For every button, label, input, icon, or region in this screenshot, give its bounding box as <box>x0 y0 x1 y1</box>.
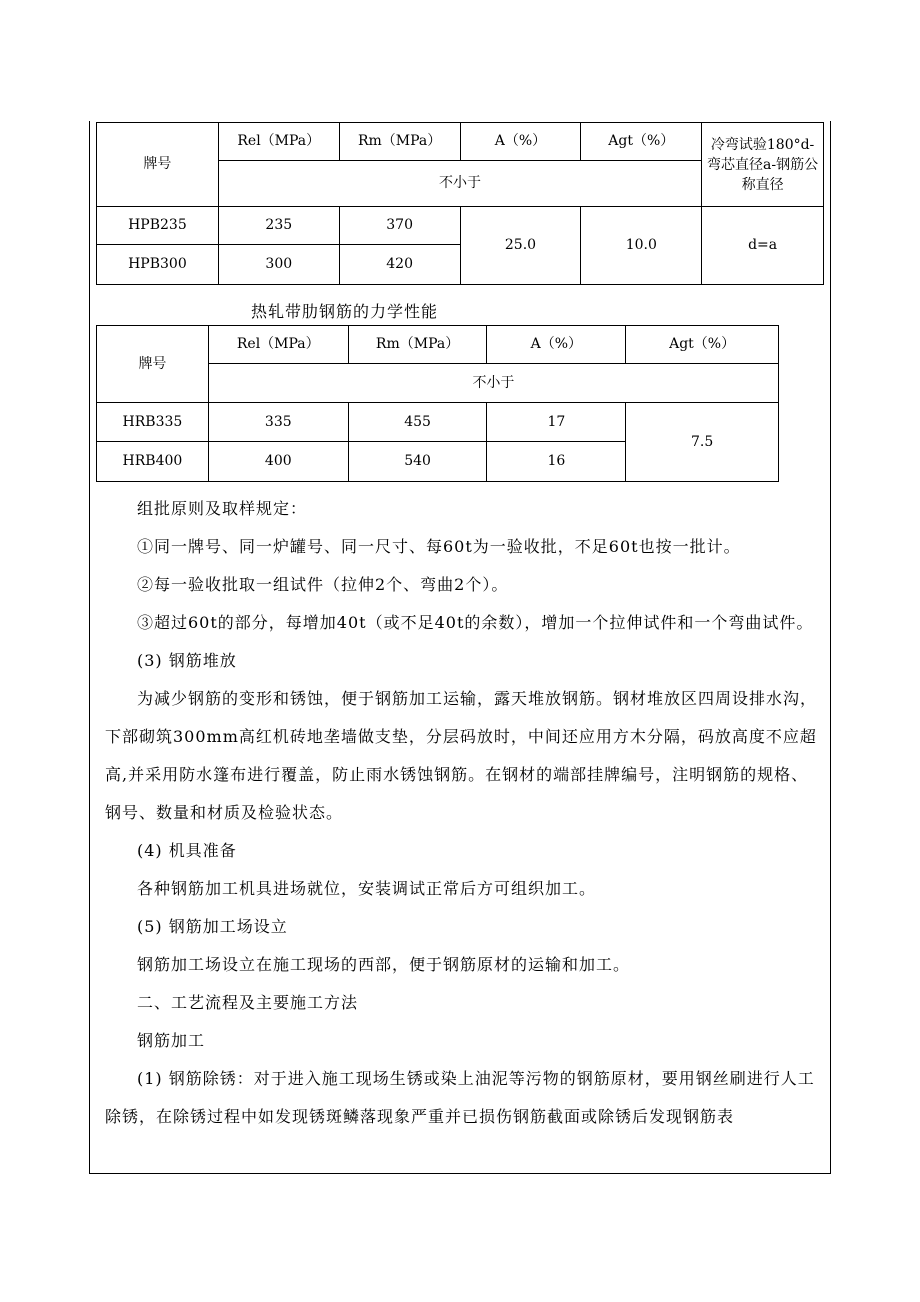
header-bend-test: 冷弯试验180°d-弯芯直径a-钢筋公称直径 <box>702 123 824 207</box>
table-caption: 热轧带肋钢筋的力学性能 <box>250 302 438 321</box>
cell-agt: 10.0 <box>581 207 702 285</box>
paragraph: 钢筋加工 <box>137 1031 206 1050</box>
paragraph: (5) 钢筋加工场设立 <box>137 917 288 936</box>
paragraph: 组批原则及取样规定： <box>137 499 308 518</box>
row-a: 16 <box>487 442 626 482</box>
paragraph: ②每一验收批取一组试件（拉伸2个、弯曲2个）。 <box>137 575 509 594</box>
paragraph: 钢筋加工场设立在施工现场的西部，便于钢筋原材的运输和加工。 <box>137 955 631 974</box>
row-rel: 300 <box>218 245 339 285</box>
row-rm: 370 <box>339 207 460 245</box>
header-not-less-than: 不小于 <box>208 364 778 403</box>
header-a: A（%） <box>460 123 581 161</box>
row-rel: 335 <box>208 403 348 442</box>
paragraph: 各种钢筋加工机具进场就位，安装调试正常后方可组织加工。 <box>137 879 597 898</box>
row-grade: HRB400 <box>97 442 209 482</box>
row-rm: 420 <box>339 245 460 285</box>
paragraph: ③超过60t的部分，每增加40t（或不足40t的余数），增加一个拉伸试件和一个弯曲试件。 <box>137 613 814 632</box>
header-agt: Agt（%） <box>626 326 779 364</box>
row-rm: 540 <box>348 442 487 482</box>
ribbed-bar-properties-table <box>96 325 779 482</box>
row-rel: 235 <box>218 207 339 245</box>
row-rel: 400 <box>208 442 348 482</box>
header-grade: 牌号 <box>97 326 209 403</box>
header-not-less-than: 不小于 <box>218 161 701 207</box>
row-grade: HPB300 <box>97 245 219 285</box>
cell-agt: 7.5 <box>626 403 779 482</box>
row-grade: HRB335 <box>97 403 209 442</box>
header-rel: Rel（MPa） <box>218 123 339 161</box>
paragraph: (1) 钢筋除锈：对于进入施工现场生锈或染上油泥等污物的钢筋原材，要用钢丝刷进行人工除锈，在除锈过程中如发现锈斑鳞落现象严重并已损伤钢筋截面或除锈后发现钢筋表 <box>105 1069 815 1126</box>
row-rm: 455 <box>348 403 487 442</box>
paragraph: ①同一牌号、同一炉罐号、同一尺寸、每60t为一验收批，不足60t也按一批计。 <box>137 537 741 556</box>
row-a: 17 <box>487 403 626 442</box>
header-agt: Agt（%） <box>581 123 702 161</box>
header-rm: Rm（MPa） <box>348 326 487 364</box>
paragraph: (4) 机具准备 <box>137 841 237 860</box>
cell-bend: d=a <box>702 207 824 285</box>
row-grade: HPB235 <box>97 207 219 245</box>
header-rel: Rel（MPa） <box>208 326 348 364</box>
paragraph: (3) 钢筋堆放 <box>137 651 237 670</box>
section-heading: 二、工艺流程及主要施工方法 <box>137 993 359 1012</box>
header-grade: 牌号 <box>97 123 219 207</box>
plain-bar-properties-table <box>96 122 824 285</box>
header-a: A（%） <box>487 326 626 364</box>
paragraph: 为减少钢筋的变形和锈蚀，便于钢筋加工运输，露天堆放钢筋。钢材堆放区四周设排水沟，下部砌筑300mm高红机砖地垄墙做支垫，分层码放时，中间还应用方木分隔，码放高度不应超高,并采用防水篷布进行覆盖，防止雨水锈蚀钢筋。在钢材的端部挂牌编号，注明钢筋的规格、钢号、数量和材质及检验状态。 <box>105 689 818 822</box>
header-rm: Rm（MPa） <box>339 123 460 161</box>
cell-a: 25.0 <box>460 207 581 285</box>
body-text <box>105 490 825 1136</box>
